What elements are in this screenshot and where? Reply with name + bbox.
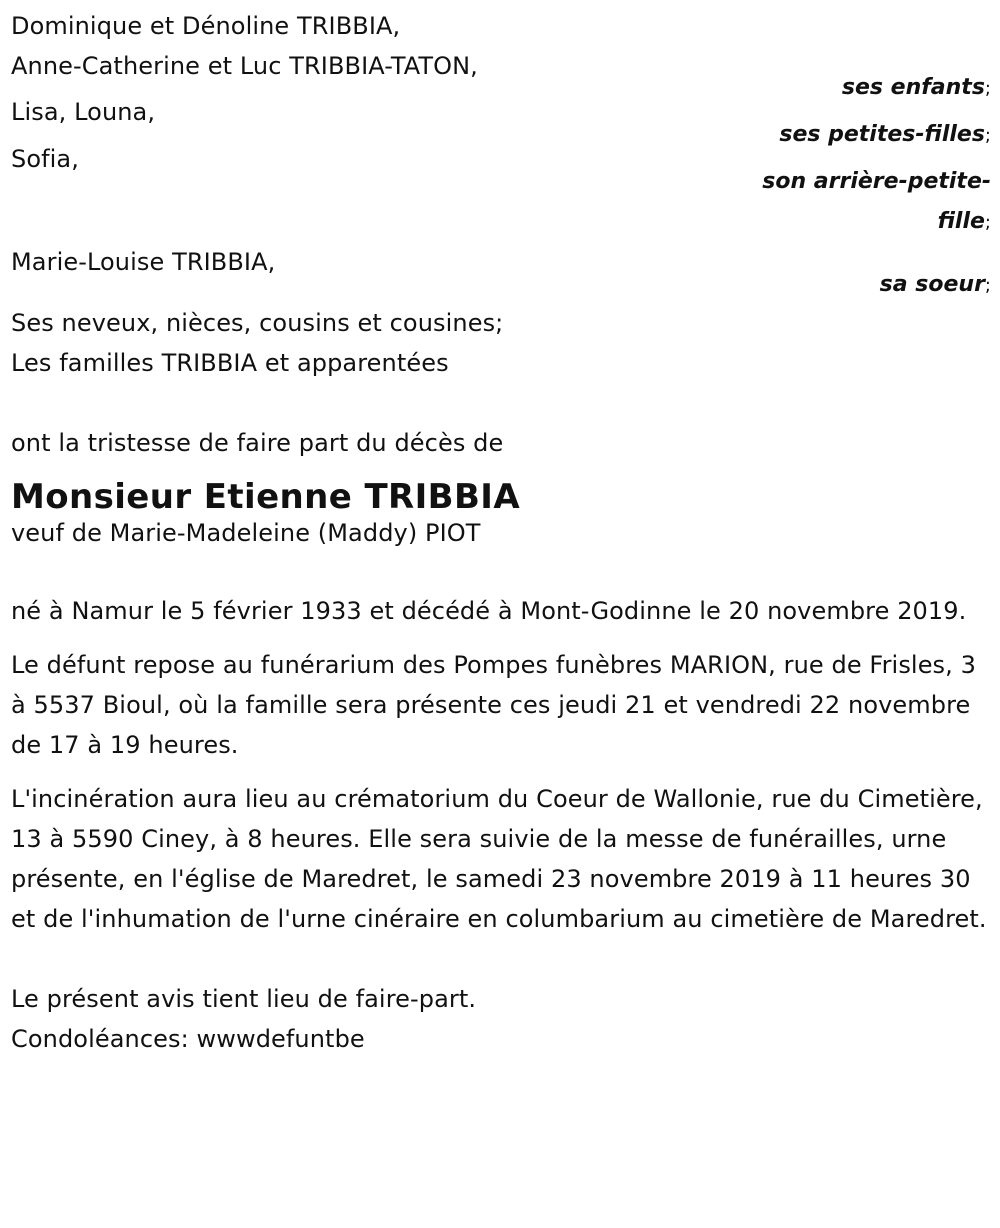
condolences-line: Condoléances: wwwdefuntbe	[11, 1025, 365, 1053]
deceased-name: Monsieur Etienne TRIBBIA	[11, 477, 521, 517]
notice-line: Le présent avis tient lieu de faire-part.	[11, 985, 477, 1013]
great-granddaughter-role-text: fille	[937, 209, 985, 234]
sister-name: Marie-Louise TRIBBIA,	[11, 248, 276, 276]
semicolon: ;	[984, 275, 991, 296]
extended-family-line-2: Les familles TRIBBIA et apparentées	[11, 349, 449, 377]
ceremony-paragraph: L'incinération aura lieu au crématorium du Coeur de Wallonie, rue du Cimetière, 13 à 5590 Ciney, à 8 heures. Elle sera suivie de la messe de funérailles, urne présente, en l'église de Maredret, le samedi 23 novembre 2019 à 11 heures 30 et de l'inhumation de l'urne cinéraire en columbarium au cimetière de Maredret.	[11, 785, 987, 933]
sister-group	[11, 242, 991, 306]
announcement: ont la tristesse de faire part du décès de	[11, 429, 504, 457]
birth-death-paragraph: né à Namur le 5 février 1933 et décédé à Mont-Godinne le 20 novembre 2019.	[11, 597, 967, 625]
sister-role-text: sa soeur	[879, 272, 985, 297]
child-couple-1: Dominique et Dénoline TRIBBIA,	[11, 12, 401, 40]
semicolon: ;	[984, 212, 991, 233]
semicolon: ;	[984, 125, 991, 146]
granddaughters-role-text: ses petites-filles	[779, 122, 985, 147]
spouse-line: veuf de Marie-Madeleine (Maddy) PIOT	[11, 519, 481, 547]
extended-family-line-1: Ses neveux, nièces, cousins et cousines;	[11, 309, 504, 337]
child-couple-2: Anne-Catherine et Luc TRIBBIA-TATON,	[11, 52, 478, 80]
great-granddaughter-name: Sofia,	[11, 145, 79, 173]
viewing-paragraph: Le défunt repose au funérarium des Pompes funèbres MARION, rue de Frisles, 3 à 5537 Bioul, où la famille sera présente ces jeudi 21 et vendredi 22 novembre de 17 à 19 heures.	[11, 651, 976, 759]
great-granddaughter-role-line1: son arrière-petite-	[762, 169, 991, 194]
children-role-text: ses enfants	[841, 75, 985, 100]
great-granddaughter-group	[11, 139, 991, 243]
granddaughters-names: Lisa, Louna,	[11, 98, 156, 126]
great-granddaughter-role-line2	[11, 202, 991, 243]
obituary-notice	[11, 6, 991, 1059]
semicolon: ;	[984, 78, 991, 99]
